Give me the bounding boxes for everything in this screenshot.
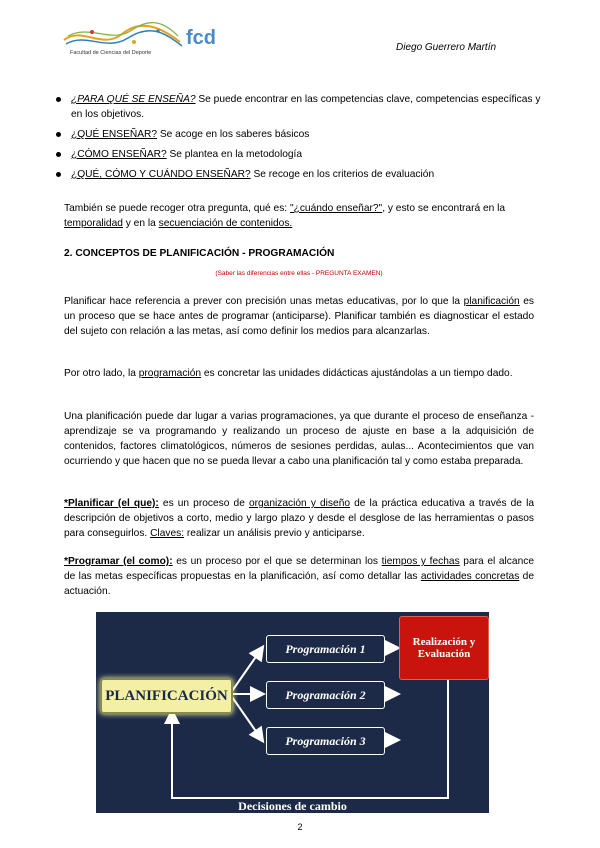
tiempos-term: tiempos y fechas (381, 556, 460, 567)
arrow-to-programacion-1 (230, 648, 262, 694)
guiding-questions-list (56, 92, 541, 187)
question-answer: Se puede encontrar en las competencias clave, competencias específicas y en los objetivos. (71, 94, 541, 120)
programacion-1-box: Programación 1 (266, 635, 385, 663)
text-run: es concretar las unidades didácticas ajustándolas a un tiempo dado. (201, 368, 513, 379)
temporalidad-term: temporalidad (64, 218, 123, 229)
planificacion-box: PLANIFICACIÓN (100, 678, 233, 714)
list-item (56, 92, 541, 122)
text-run: , y esto se encontrará en la (382, 203, 506, 214)
text-run: es un proceso que se hace antes de programar (anticiparse). Planificar también es diagnosticar el estado del sujeto con relación a las metas, así como definir los medios para alcanzarlas. (64, 296, 534, 337)
secuenciacion-term: secuenciación de contenidos. (158, 218, 293, 229)
question-answer: Se recoge en los criterios de evaluación (250, 169, 435, 180)
author-name: Diego Guerrero Martín (396, 42, 497, 53)
actividades-term: actividades concretas (420, 571, 520, 582)
when-question: "¿cuándo enseñar?" (289, 203, 383, 214)
question-answer: Se plantea en la metodología (166, 149, 303, 160)
text-run: realizar un análisis previo y anticiparse. (184, 528, 365, 539)
logo-caption: Facultad de Ciencias del Deporte (70, 50, 152, 56)
decisiones-label: Decisiones de cambio (238, 799, 347, 813)
text-run: es un proceso por el que se determinan los (172, 556, 382, 567)
question-label: ¿QUÉ ENSEÑAR? (71, 129, 158, 140)
planificar-definition (64, 496, 534, 541)
list-item (56, 147, 541, 162)
list-item (56, 167, 541, 182)
definition-label: *Programar (el como): (64, 556, 173, 567)
programar-definition (64, 554, 534, 599)
text-run: para el alcance de las metas específicas propuestas en la planificación, así como detallar las (64, 556, 534, 582)
planificacion-term: planificación (463, 296, 520, 307)
extra-question-paragraph (64, 201, 534, 231)
text-run: y en la (122, 218, 159, 229)
question-label: ¿PARA QUÉ SE ENSEÑA? (71, 94, 196, 105)
varias-programaciones-paragraph: Una planificación puede dar lugar a varias programaciones, ya que durante el proceso de enseñanza - aprendizaje se va programando y realizando un proceso de ajuste en base a la adquisición de contenidos, factores climatológicos, números de sesiones perdidas, aulas... Acontecimientos que van ocurriendo y que hacen que no se pueda llevar a cabo una planificación tal y como estaba preparada. (64, 411, 534, 467)
planificar-paragraph (64, 294, 534, 339)
text-run: Planificar hace referencia a prever con precisión unas metas educativas, por lo que la (64, 296, 464, 307)
question-answer: Se acoge en los saberes básicos (157, 129, 310, 140)
arrow-to-programacion-3 (230, 694, 262, 740)
realizacion-evaluacion-box (399, 616, 489, 680)
page-number: 2 (297, 822, 303, 832)
faculty-logo (62, 22, 222, 68)
definition-label: *Planificar (el que): (64, 498, 159, 509)
section-title: 2. CONCEPTOS DE PLANIFICACIÓN - PROGRAMACIÓN (64, 248, 335, 259)
realizacion-label: Realización y (412, 636, 476, 648)
text-run: de la práctica educativa a través de la descripción de objetivos a corto, medio y largo plazo y desde el desglose de las herramientas o pasos para conseguirlos. (64, 498, 534, 539)
planning-diagram (96, 612, 489, 813)
evaluacion-label: Evaluación (417, 648, 471, 660)
text-run: Por otro lado, la (64, 368, 139, 379)
programacion-2-box: Programación 2 (266, 681, 385, 709)
exam-note: (Saber las diferencias entre ellas - PREGUNTA EXAMEN) (215, 270, 383, 277)
organizacion-term: organización y diseño (248, 498, 351, 509)
logo-text: fcd (186, 27, 216, 49)
question-label: ¿CÓMO ENSEÑAR? (71, 149, 167, 160)
programacion-3-box: Programación 3 (266, 727, 385, 755)
programacion-term: programación (138, 368, 202, 379)
claves-term: Claves: (150, 528, 185, 539)
text-run: es un proceso de (158, 498, 249, 509)
text-run: También se puede recoger otra pregunta, qué es: (64, 203, 290, 214)
question-label: ¿QUÉ, CÓMO Y CUÁNDO ENSEÑAR? (71, 169, 251, 180)
text-run: de actuación. (64, 571, 534, 597)
programacion-paragraph (64, 366, 534, 381)
list-item (56, 127, 541, 142)
